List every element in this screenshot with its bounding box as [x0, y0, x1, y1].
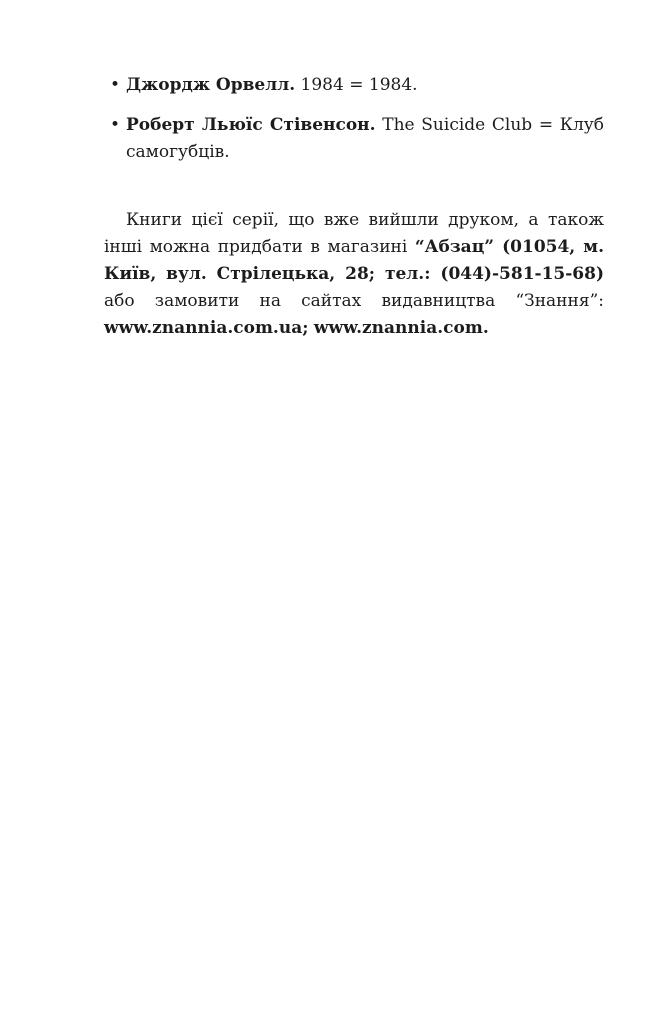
book-title: The Suicide Club	[382, 115, 533, 135]
book-list	[104, 72, 604, 166]
page-content	[104, 72, 604, 342]
author-name: Джордж Орвелл.	[126, 75, 296, 95]
store-address: “Абзац” (01054, м. Київ, вул. Стрілецька, 28; тел.: (044)-581-15-68)	[104, 237, 604, 284]
bullet: •	[110, 75, 121, 95]
bullet: •	[110, 115, 121, 135]
equals-sign: =	[538, 115, 554, 135]
author-name: Роберт Льюїс Стівенсон.	[126, 115, 376, 135]
equals-sign: =	[349, 75, 364, 95]
book-title: 1984	[300, 75, 344, 95]
book-translation: Клуб самогубців.	[126, 115, 604, 162]
purchase-info-paragraph	[104, 207, 604, 342]
list-item	[104, 112, 604, 166]
website-link-ua[interactable]: www.znannia.com.ua;	[104, 318, 309, 338]
list-item	[104, 72, 604, 99]
info-intro: Книги цієї серії, що вже вийшли друком, а також інші можна придбати в магазині	[104, 210, 604, 257]
info-middle: або замовити на сайтах видавництва “Знання”:	[104, 291, 604, 311]
book-translation: 1984.	[368, 75, 418, 95]
website-link-com[interactable]: www.znannia.com.	[313, 318, 489, 338]
